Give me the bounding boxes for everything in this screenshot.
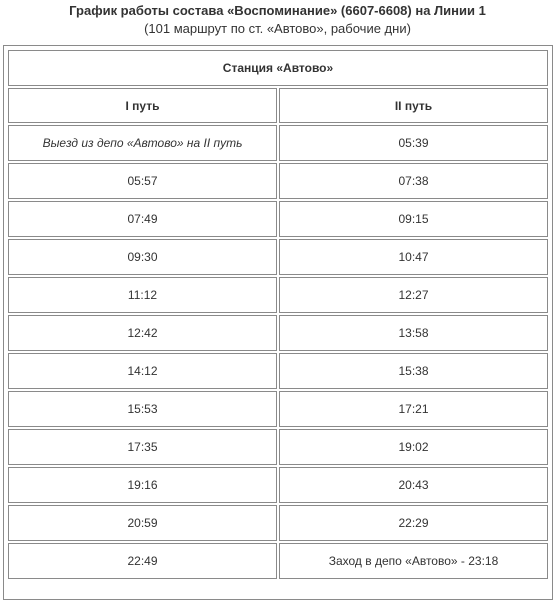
- track-header-row: [8, 88, 548, 123]
- cell-track-1: 07:49: [8, 201, 277, 237]
- cell-track-2: 10:47: [279, 239, 548, 275]
- schedule-title: График работы состава «Воспоминание» (6607-6608) на Линии 1: [69, 3, 486, 18]
- table-row: [8, 277, 548, 313]
- station-header-row: [8, 50, 548, 86]
- cell-track-1: Выезд из депо «Автово» на II путь: [8, 125, 277, 161]
- cell-track-1: 17:35: [8, 429, 277, 465]
- cell-track-2: 12:27: [279, 277, 548, 313]
- cell-track-2: 07:38: [279, 163, 548, 199]
- cell-track-1: 05:57: [8, 163, 277, 199]
- schedule-table: [6, 48, 550, 581]
- schedule-table-frame: [3, 45, 553, 600]
- cell-track-1: 20:59: [8, 505, 277, 541]
- cell-track-2: 15:38: [279, 353, 548, 389]
- cell-track-2: 05:39: [279, 125, 548, 161]
- cell-track-1: 11:12: [8, 277, 277, 313]
- table-row: [8, 505, 548, 541]
- column-header-track-2: II путь: [279, 88, 548, 123]
- table-row: [8, 125, 548, 161]
- cell-track-2: 20:43: [279, 467, 548, 503]
- cell-track-1: 22:49: [8, 543, 277, 579]
- cell-track-2: 22:29: [279, 505, 548, 541]
- cell-track-2: 19:02: [279, 429, 548, 465]
- cell-track-2: Заход в депо «Автово» - 23:18: [279, 543, 548, 579]
- cell-track-2: 09:15: [279, 201, 548, 237]
- table-row: [8, 315, 548, 351]
- table-row: [8, 543, 548, 579]
- cell-track-2: 13:58: [279, 315, 548, 351]
- cell-track-1: 15:53: [8, 391, 277, 427]
- cell-track-1: 14:12: [8, 353, 277, 389]
- table-row: [8, 239, 548, 275]
- table-row: [8, 467, 548, 503]
- cell-track-1: 09:30: [8, 239, 277, 275]
- schedule-subtitle: (101 маршрут по ст. «Автово», рабочие дни): [144, 21, 411, 36]
- cell-track-1: 19:16: [8, 467, 277, 503]
- table-row: [8, 429, 548, 465]
- table-row: [8, 163, 548, 199]
- table-row: [8, 353, 548, 389]
- cell-track-2: 17:21: [279, 391, 548, 427]
- station-name: Станция «Автово»: [8, 50, 548, 86]
- table-row: [8, 391, 548, 427]
- column-header-track-1: I путь: [8, 88, 277, 123]
- table-row: [8, 201, 548, 237]
- cell-track-1: 12:42: [8, 315, 277, 351]
